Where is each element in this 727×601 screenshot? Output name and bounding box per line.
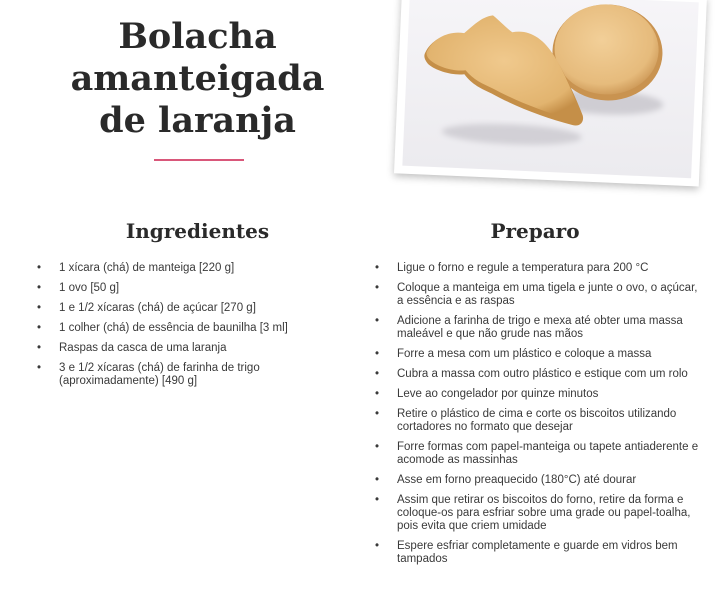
bullet-icon: • xyxy=(375,368,380,380)
preparation-step-text: Asse em forno preaquecido (180°C) até dourar xyxy=(397,474,637,486)
ingredients-list xyxy=(37,262,337,395)
ingredient-item xyxy=(37,362,337,388)
preparation-heading: Preparo xyxy=(490,219,580,243)
title-line-2: amanteigada xyxy=(70,58,325,99)
preparation-step xyxy=(375,262,700,275)
bullet-icon: • xyxy=(375,494,380,506)
ingredient-item xyxy=(37,342,337,355)
preparation-step xyxy=(375,474,700,487)
preparation-step-text: Leve ao congelador por quinze minutos xyxy=(397,388,599,400)
bullet-icon: • xyxy=(375,348,380,360)
bullet-icon: • xyxy=(37,262,42,274)
preparation-step-text: Espere esfriar completamente e guarde em vidros bem tampados xyxy=(397,540,678,565)
bullet-icon: • xyxy=(375,408,380,420)
title-line-1: Bolacha xyxy=(118,16,277,57)
preparation-step-text: Forre formas com papel-manteiga ou tapete antiaderente e acomode as massinhas xyxy=(397,441,699,466)
preparation-step xyxy=(375,282,700,308)
preparation-step-text: Retire o plástico de cima e corte os biscoitos utilizando cortadores no formato que desejar xyxy=(397,408,677,433)
preparation-step-text: Adicione a farinha de trigo e mexa até obter uma massa maleável e que não grude nas mãos xyxy=(397,315,683,340)
bullet-icon: • xyxy=(37,362,42,374)
preparation-step xyxy=(375,408,700,434)
preparation-step xyxy=(375,494,700,533)
preparation-step-text: Coloque a manteiga em uma tigela e junte o ovo, o açúcar, a essência e as raspas xyxy=(397,282,698,307)
preparation-step xyxy=(375,368,700,381)
cookie-shadow xyxy=(441,121,582,147)
ingredient-item-text: 1 ovo [50 g] xyxy=(59,282,120,294)
preparation-step-text: Forre a mesa com um plástico e coloque a massa xyxy=(397,348,652,360)
ingredient-item xyxy=(37,262,337,275)
bullet-icon: • xyxy=(37,342,42,354)
preparation-step xyxy=(375,388,700,401)
preparation-step xyxy=(375,348,700,361)
recipe-title xyxy=(60,16,335,142)
preparation-step xyxy=(375,540,700,566)
ingredient-item-text: 3 e 1/2 xícaras (chá) de farinha de trigo (aproximadamente) [490 g] xyxy=(59,362,260,387)
preparation-step-text: Cubra a massa com outro plástico e estique com um rolo xyxy=(397,368,688,380)
ingredients-heading: Ingredientes xyxy=(125,219,270,243)
title-line-3: de laranja xyxy=(99,100,296,141)
bullet-icon: • xyxy=(375,262,380,274)
bullet-icon: • xyxy=(37,322,42,334)
cookie-photo-image xyxy=(402,0,698,178)
ingredient-item-text: Raspas da casca de uma laranja xyxy=(59,342,227,354)
ingredient-item xyxy=(37,322,337,335)
preparation-step-text: Assim que retirar os biscoitos do forno, retire da forma e coloque-os para esfriar sobre uma grade ou papel-toalha, pois evita que criem umidade xyxy=(397,494,691,532)
preparation-step xyxy=(375,315,700,341)
cookies-illustration xyxy=(402,0,698,178)
title-divider xyxy=(154,159,244,161)
ingredient-item-text: 1 xícara (chá) de manteiga [220 g] xyxy=(59,262,235,274)
bullet-icon: • xyxy=(37,302,42,314)
bullet-icon: • xyxy=(37,282,42,294)
bullet-icon: • xyxy=(375,441,380,453)
ingredient-item xyxy=(37,282,337,295)
bullet-icon: • xyxy=(375,282,380,294)
ingredient-item-text: 1 colher (chá) de essência de baunilha [3 ml] xyxy=(59,322,288,334)
bullet-icon: • xyxy=(375,540,380,552)
bullet-icon: • xyxy=(375,388,380,400)
preparation-list xyxy=(375,262,700,573)
preparation-step-text: Ligue o forno e regule a temperatura para 200 °C xyxy=(397,262,649,274)
preparation-step xyxy=(375,441,700,467)
ingredient-item xyxy=(37,302,337,315)
bullet-icon: • xyxy=(375,315,380,327)
bullet-icon: • xyxy=(375,474,380,486)
ingredient-item-text: 1 e 1/2 xícaras (chá) de açúcar [270 g] xyxy=(59,302,256,314)
cookie-photo xyxy=(394,0,707,187)
